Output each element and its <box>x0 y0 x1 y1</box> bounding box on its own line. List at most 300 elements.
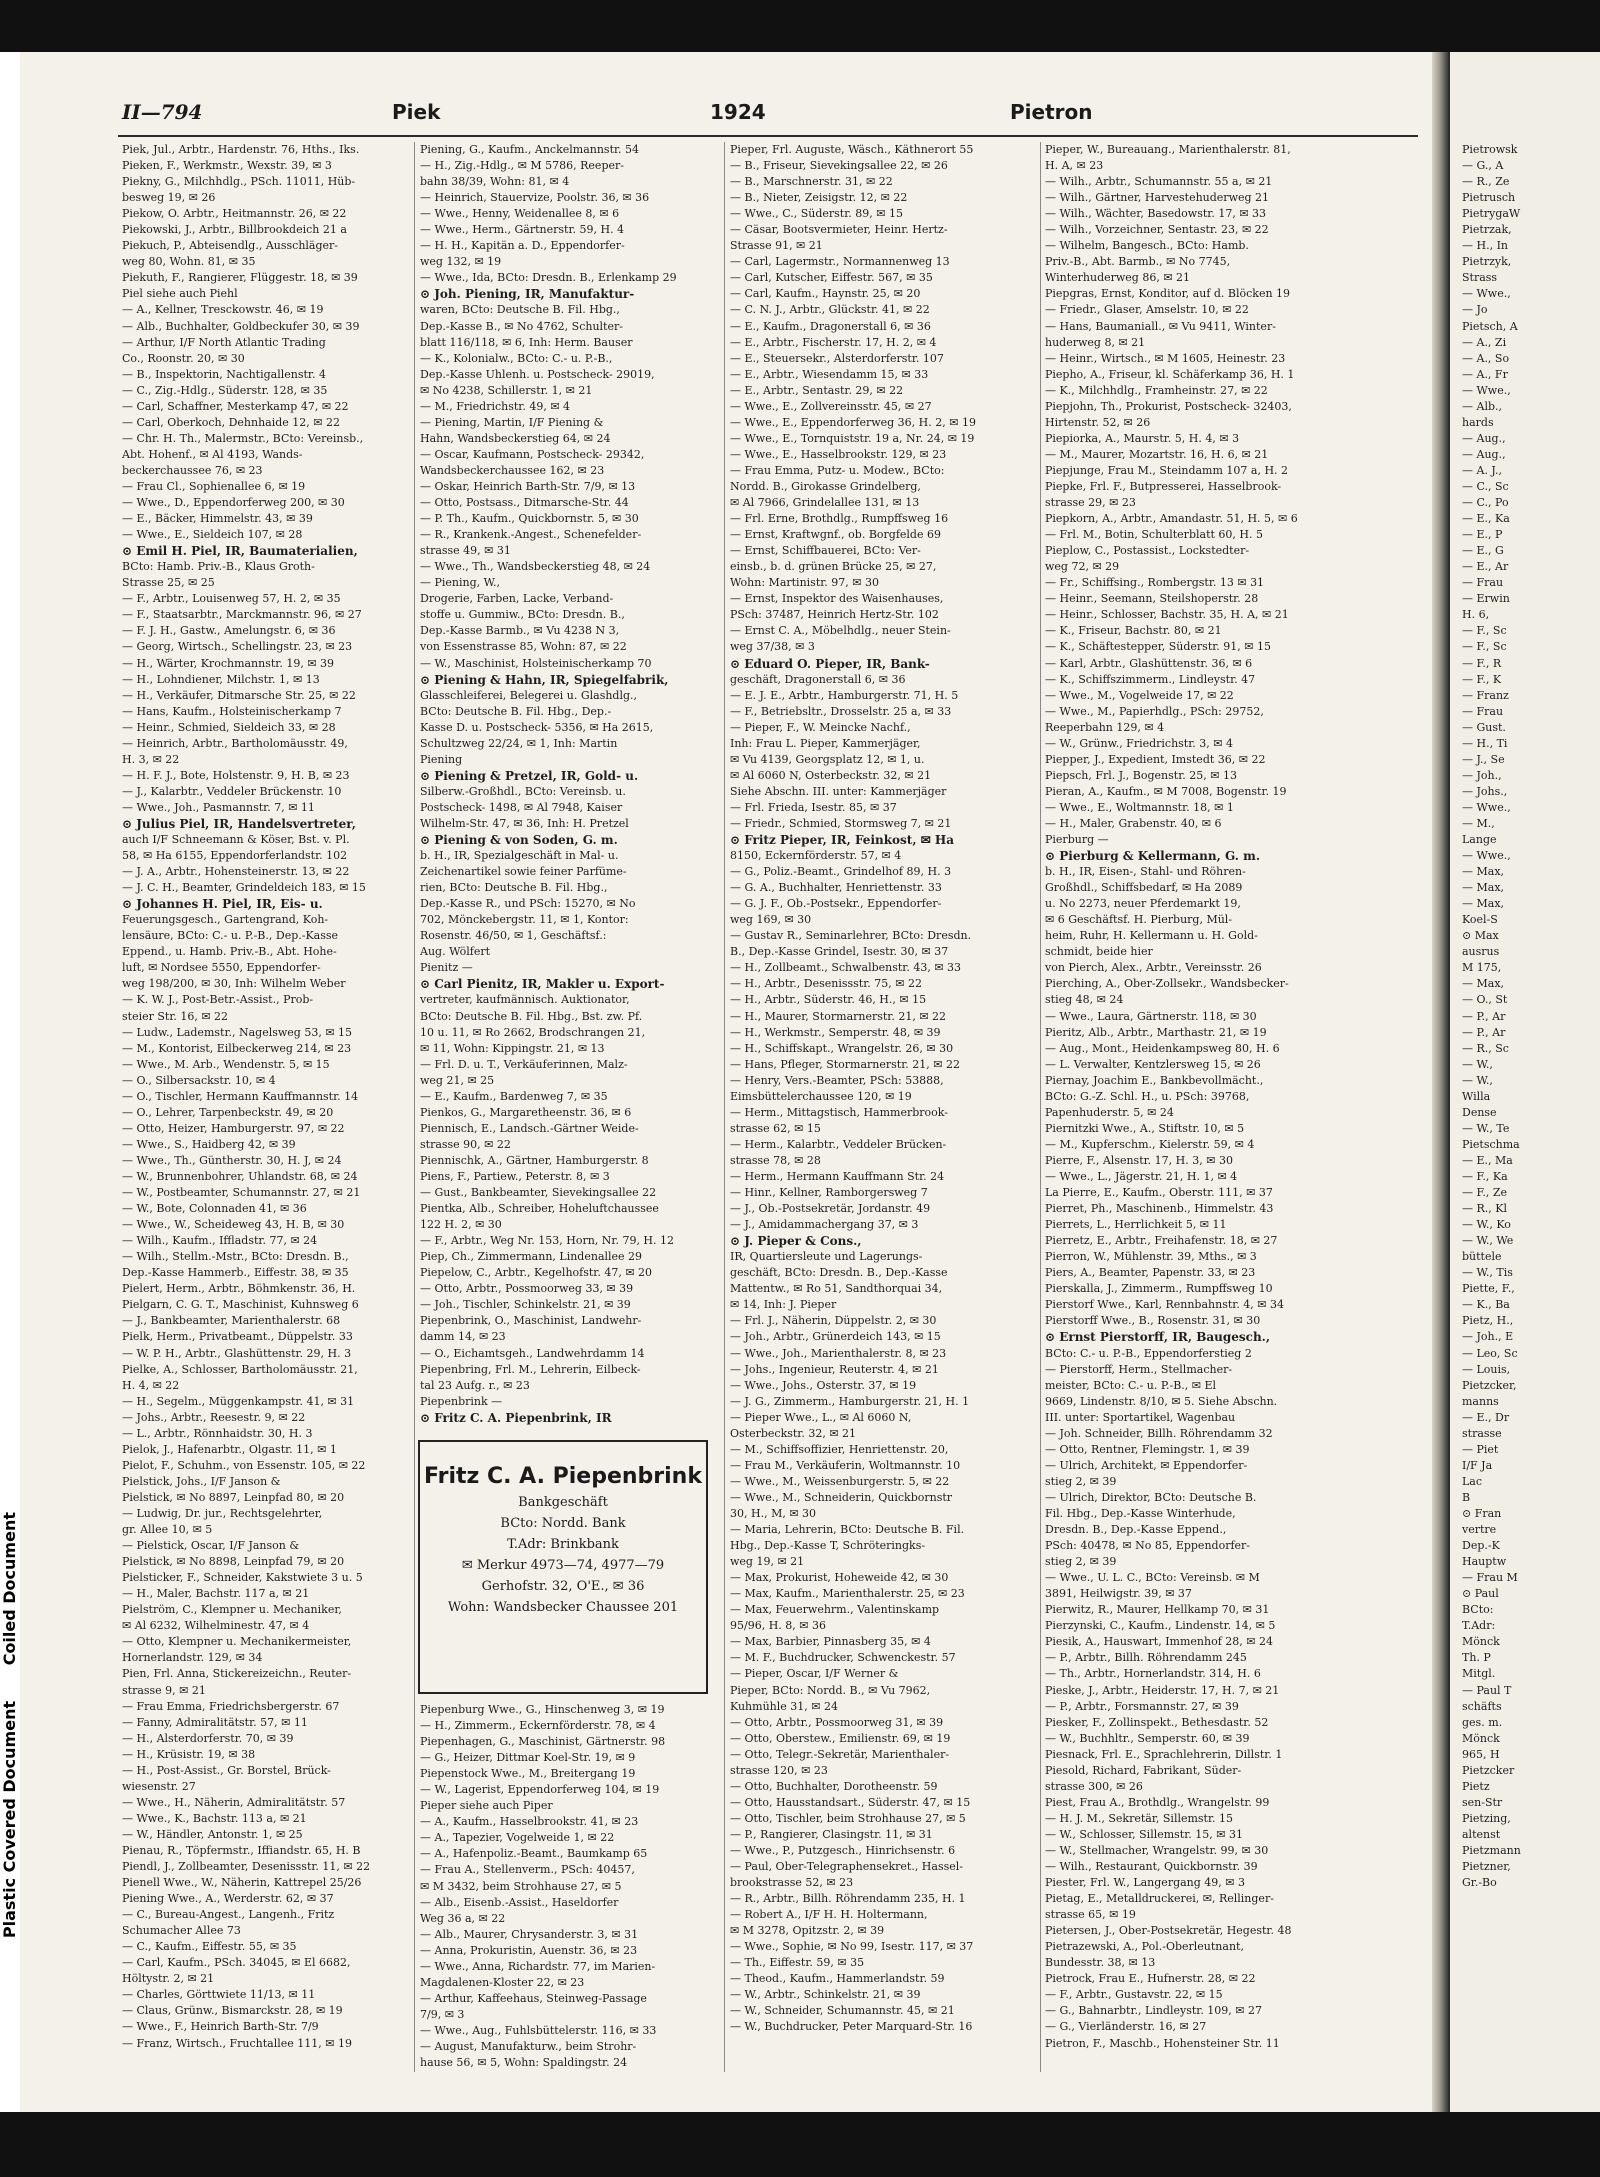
directory-entry: I/F Ja <box>1462 1458 1493 1472</box>
directory-entry: Pienau, R., Töpfermstr., Iffiandstr. 65, H. B <box>122 1843 361 1857</box>
directory-entry: Piel siehe auch Piehl <box>122 287 238 301</box>
directory-entry: Eimsbüttelerchaussee 120, ✉ 19 <box>730 1089 912 1103</box>
directory-entry: — Paul T <box>1462 1683 1512 1697</box>
directory-entry: BCto: C.- u. P.-B., Eppendorferstieg 2 <box>1045 1346 1252 1360</box>
directory-entry: — H., Krüsistr. 19, ✉ 38 <box>122 1747 256 1761</box>
directory-entry: Dep.-Kasse Uhlenh. u. Postscheck- 29019, <box>420 367 655 381</box>
directory-entry: BCto: G.-Z. Schl. H., u. PSch: 39768, <box>1045 1089 1250 1103</box>
directory-entry: — Wwe., Johs., Osterstr. 37, ✉ 19 <box>730 1378 917 1392</box>
directory-entry: Dep.-Kasse R., und PSch: 15270, ✉ No <box>420 897 636 911</box>
directory-entry: Mitgl. <box>1462 1667 1496 1681</box>
directory-entry: — J. C. H., Beamter, Grindeldeich 183, ✉ 15 <box>122 881 366 895</box>
directory-entry: — Heinr., Schlosser, Bachstr. 35, H. A, ✉ 21 <box>1045 608 1289 622</box>
directory-entry: — W., Arbtr., Schinkelstr. 21, ✉ 39 <box>730 1988 921 2002</box>
directory-entry: Co., Roonstr. 20, ✉ 30 <box>122 351 245 365</box>
ad-title: Fritz C. A. Piepenbrink <box>424 1464 702 1489</box>
directory-entry: Kuhmühle 31, ✉ 24 <box>730 1699 838 1713</box>
directory-entry: — Otto, Heizer, Hamburgerstr. 97, ✉ 22 <box>122 1121 345 1135</box>
directory-entry: — O., Eichamtsgeh., Landwehrdamm 14 <box>420 1346 645 1360</box>
directory-entry: — Wwe., E., Woltmannstr. 18, ✉ 1 <box>1045 800 1234 814</box>
directory-entry: b. H., IR, Eisen-, Stahl- und Röhren- <box>1045 865 1246 879</box>
directory-entry: — W., Ko <box>1462 1218 1511 1232</box>
directory-entry: Pierron, W., Mühlenstr. 39, Mths., ✉ 3 <box>1045 1250 1257 1264</box>
right-page-column <box>1462 142 1598 2102</box>
directory-entry: büttele <box>1462 1250 1502 1264</box>
directory-entry: wiesenstr. 27 <box>122 1779 196 1793</box>
directory-entry: — Wwe., Sophie, ✉ No 99, Isestr. 117, ✉ 37 <box>730 1940 974 1954</box>
directory-entry: b. H., IR, Spezialgeschäft in Mal- u. <box>420 849 619 863</box>
directory-entry: 10 u. 11, ✉ Ro 2662, Brodschrangen 21, <box>420 1025 646 1039</box>
directory-entry: Pielot, F., Schuhm., von Essenstr. 105, ✉ 22 <box>122 1458 366 1472</box>
directory-entry: — E., Arbtr., Wiesendamm 15, ✉ 33 <box>730 367 929 381</box>
directory-entry: — Pielstick, Oscar, I/F Janson & <box>122 1539 300 1553</box>
directory-entry: BCto: <box>1462 1603 1494 1617</box>
directory-entry: — W., We <box>1462 1234 1514 1248</box>
directory-entry: — Otto, Arbtr., Possmoorweg 31, ✉ 39 <box>730 1715 944 1729</box>
directory-entry: Pieritz, Alb., Arbtr., Marthastr. 21, ✉ 19 <box>1045 1025 1267 1039</box>
directory-entry: — H., Maler, Bachstr. 117 a, ✉ 21 <box>122 1587 310 1601</box>
directory-entry: ✉ Vu 4139, Georgsplatz 12, ✉ 1, u. <box>730 752 925 766</box>
directory-entry: — Alb., Buchhalter, Goldbeckufer 30, ✉ 39 <box>122 319 360 333</box>
directory-entry: luft, ✉ Nordsee 5550, Eppendorfer- <box>122 961 321 975</box>
directory-entry: — Ernst C. A., Möbelhdlg., neuer Stein- <box>730 624 951 638</box>
directory-entry: — Frl. D. u. T., Verkäuferinnen, Malz- <box>420 1057 628 1071</box>
directory-entry: — Joh., <box>1462 768 1502 782</box>
directory-entry: — F., Sc <box>1462 640 1507 654</box>
directory-entry: BCto: Deutsche B. Fil. Hbg., Dep.- <box>420 704 612 718</box>
directory-entry: Strasse 25, ✉ 25 <box>122 576 215 590</box>
directory-entry: — K., Kolonialw., BCto: C.- u. P.-B., <box>420 351 613 365</box>
directory-entry: ✉ M 3278, Opitzstr. 2, ✉ 39 <box>730 1924 885 1938</box>
directory-entry: Pielstick, ✉ No 8897, Leinpfad 80, ✉ 20 <box>122 1490 345 1504</box>
directory-entry: Osterbeckstr. 32, ✉ 21 <box>730 1426 857 1440</box>
directory-entry: Pienkos, G., Margaretheenstr. 36, ✉ 6 <box>420 1105 632 1119</box>
directory-entry: Piesold, Richard, Fabrikant, Süder- <box>1045 1763 1242 1777</box>
directory-entry: — Carl, Lagermstr., Normannenweg 13 <box>730 255 950 269</box>
directory-entry: — Ludwig, Dr. jur., Rechtsgelehrter, <box>122 1506 323 1520</box>
directory-entry: — G., Bahnarbtr., Lindleystr. 109, ✉ 27 <box>1045 2004 1263 2018</box>
directory-entry: vertreter, kaufmännisch. Auktionator, <box>420 993 630 1007</box>
directory-entry: III. unter: Sportartikel, Wagenbau <box>1045 1410 1236 1424</box>
directory-entry: Piepelow, C., Arbtr., Kegelhofstr. 47, ✉ 20 <box>420 1266 653 1280</box>
directory-entry: — K., Schäftestepper, Süderstr. 91, ✉ 15 <box>1045 640 1271 654</box>
directory-entry: — C., Sc <box>1462 479 1509 493</box>
directory-entry: — Friedr., Schmied, Stormsweg 7, ✉ 21 <box>730 816 952 830</box>
directory-entry: Feuerungsgesch., Gartengrand, Koh- <box>122 913 329 927</box>
directory-entry: Pietrusch <box>1462 191 1516 205</box>
directory-entry: — Piening, W., <box>420 576 501 590</box>
directory-entry: — H., Zollbeamt., Schwalbenstr. 43, ✉ 33 <box>730 961 962 975</box>
directory-entry: — E., Arbtr., Fischerstr. 17, H. 2, ✉ 4 <box>730 335 937 349</box>
directory-entry: Pieper, W., Bureauang., Marienthalerstr. 81, <box>1045 143 1291 156</box>
directory-entry: — Johs., <box>1462 784 1508 798</box>
directory-entry: Piepkorn, A., Arbtr., Amandastr. 51, H. 5, ✉ 6 <box>1045 512 1298 526</box>
directory-entry: — Gust., Bankbeamter, Sievekingsallee 22 <box>420 1186 657 1200</box>
directory-entry: — Wwe., L., Jägerstr. 21, H. 1, ✉ 4 <box>1045 1170 1238 1183</box>
directory-entry: Piesnack, Frl. E., Sprachlehrerin, Dillstr. 1 <box>1045 1747 1283 1761</box>
directory-entry: — P., Arbtr., Billh. Röhrendamm 245 <box>1045 1651 1247 1665</box>
directory-entry: Pieken, F., Werkmstr., Wexstr. 39, ✉ 3 <box>122 159 332 173</box>
directory-entry: ⊙ Piening & Hahn, IR, Spiegelfabrik, <box>420 672 669 687</box>
directory-entry: — Frl. J., Näherin, Düppelstr. 2, ✉ 30 <box>730 1314 937 1328</box>
directory-entry: ✉ 6 Geschäftsf. H. Pierburg, Mül- <box>1045 913 1233 927</box>
directory-entry: B <box>1462 1490 1471 1504</box>
directory-entry: — Wwe., E., Sieldeich 107, ✉ 28 <box>122 528 303 542</box>
directory-entry: stieg 48, ✉ 24 <box>1045 993 1124 1007</box>
directory-entry: 965, H <box>1462 1747 1500 1761</box>
directory-entry: Piepper, J., Expedient, Imstedt 36, ✉ 22 <box>1045 752 1266 766</box>
directory-entry: ⊙ Paul <box>1462 1587 1499 1601</box>
directory-entry: Hornerlandstr. 129, ✉ 34 <box>122 1651 263 1665</box>
directory-entry: — E., Dr <box>1462 1410 1510 1424</box>
directory-entry: Piening <box>420 752 463 766</box>
directory-entry: — W., <box>1462 1073 1493 1087</box>
directory-entry: Piepenbrink — <box>420 1394 503 1408</box>
directory-entry: 7/9, ✉ 3 <box>420 2007 465 2021</box>
directory-entry: — Wwe., P., Putzgesch., Hinrichsenstr. 6 <box>730 1843 956 1857</box>
directory-entry: Piepenburg Wwe., G., Hinschenweg 3, ✉ 19 <box>420 1703 665 1716</box>
directory-entry: Schumacher Allee 73 <box>122 1924 241 1938</box>
directory-entry: Pietrzyk, <box>1462 255 1512 269</box>
directory-entry: Piek, Jul., Arbtr., Hardenstr. 76, Hths., Iks. <box>122 143 360 156</box>
directory-entry: Glasschleiferei, Belegerei u. Glashdlg., <box>420 688 638 702</box>
directory-entry: — Franz, Wirtsch., Fruchtallee 111, ✉ 19 <box>122 2036 352 2050</box>
directory-entry: — W., Schlosser, Sillemstr. 15, ✉ 31 <box>1045 1827 1243 1841</box>
directory-entry: Pierskalla, J., Zimmerm., Rumpffsweg 10 <box>1045 1282 1273 1296</box>
directory-entry: — Otto, Arbtr., Possmoorweg 33, ✉ 39 <box>420 1282 634 1296</box>
directory-entry: bahn 38/39, Wohn: 81, ✉ 4 <box>420 175 570 189</box>
directory-entry: — J., Amidammachergang 37, ✉ 3 <box>730 1218 919 1232</box>
column-divider <box>1040 142 1041 2072</box>
directory-entry: Pietsch, A <box>1462 319 1518 333</box>
directory-entry: — H., Maler, Grabenstr. 40, ✉ 6 <box>1045 816 1222 830</box>
directory-entry: — O., St <box>1462 993 1508 1007</box>
directory-entry: Pietz <box>1462 1779 1490 1793</box>
column-divider <box>414 142 415 2072</box>
directory-entry: ⊙ Joh. Piening, IR, Manufaktur- <box>420 287 635 302</box>
directory-entry: — Arthur, I/F North Atlantic Trading <box>122 335 326 349</box>
ad-line: ✉ Merkur 4973—74, 4977—79 <box>461 1558 665 1573</box>
directory-entry: — F., K <box>1462 672 1502 686</box>
directory-entry: — G. A., Buchhalter, Henriettenstr. 33 <box>730 881 942 895</box>
directory-entry: — H., Lohndiener, Milchstr. 1, ✉ 13 <box>122 672 320 686</box>
directory-entry: — Wwe., Th., Wandsbeckerstieg 48, ✉ 24 <box>420 560 651 574</box>
directory-entry: Pien, Frl. Anna, Stickereizeichn., Reuter- <box>122 1667 352 1681</box>
page-header <box>122 100 1422 134</box>
directory-entry: Pienell Wwe., W., Näherin, Kattrepel 25/26 <box>122 1876 362 1890</box>
directory-entry: — Wwe., Laura, Gärtnerstr. 118, ✉ 30 <box>1045 1009 1257 1023</box>
directory-entry: weg 80, Wohn. 81, ✉ 35 <box>122 255 256 269</box>
directory-entry: Piepke, Frl. F., Butpresserei, Hasselbrook- <box>1045 479 1282 493</box>
directory-entry: 702, Mönckebergstr. 11, ✉ 1, Kontor: <box>420 913 629 927</box>
directory-entry: stoffe u. Gummiw., BCto: Dresdn. B., <box>420 608 625 622</box>
directory-entry: strasse 9, ✉ 21 <box>122 1683 206 1697</box>
directory-entry: Papenhuderstr. 5, ✉ 24 <box>1045 1105 1174 1119</box>
directory-entry: — R., Krankenk.-Angest., Schenefelder- <box>420 528 642 542</box>
directory-entry: PSch: 37487, Heinrich Hertz-Str. 102 <box>730 608 939 622</box>
directory-entry: — Karl, Arbtr., Glashüttenstr. 36, ✉ 6 <box>1045 656 1253 670</box>
directory-entry: Pienitz — <box>420 961 473 975</box>
directory-entry: strasse 300, ✉ 26 <box>1045 1779 1143 1793</box>
directory-entry: — W. P. H., Arbtr., Glashüttenstr. 29, H. 3 <box>122 1346 352 1360</box>
directory-entry: PietrygaW <box>1462 207 1521 221</box>
directory-entry: von Pierch, Alex., Arbtr., Vereinsstr. 26 <box>1045 961 1262 975</box>
directory-entry: Willa <box>1462 1089 1491 1103</box>
directory-entry: — Otto, Buchhalter, Dorotheenstr. 59 <box>730 1779 938 1793</box>
directory-entry: ⊙ Ernst Pierstorff, IR, Baugesch., <box>1045 1330 1271 1345</box>
directory-entry: Piepgras, Ernst, Konditor, auf d. Blöcken 19 <box>1045 287 1291 301</box>
directory-entry: — Wwe., Herm., Gärtnerstr. 59, H. 4 <box>420 223 625 237</box>
directory-entry: — J., Ob.-Postsekretär, Jordanstr. 49 <box>730 1202 931 1216</box>
directory-entry: Wohn: Martinistr. 97, ✉ 30 <box>730 576 879 590</box>
directory-entry: ✉ Al 6060 N, Osterbeckstr. 32, ✉ 21 <box>730 768 932 782</box>
directory-entry: — Maria, Lehrerin, BCto: Deutsche B. Fil. <box>730 1523 965 1537</box>
directory-entry: manns <box>1462 1394 1499 1408</box>
directory-entry: Schultzweg 22/24, ✉ 1, Inh: Martin <box>420 736 618 750</box>
directory-entry: ✉ No 4238, Schillerstr. 1, ✉ 21 <box>420 383 593 397</box>
directory-entry: Pielström, C., Klempner u. Mechaniker, <box>122 1603 342 1617</box>
directory-entry: — H., Maurer, Stormarnerstr. 21, ✉ 22 <box>730 1009 947 1023</box>
directory-entry: — Hinr., Kellner, Ramborgersweg 7 <box>730 1186 928 1200</box>
directory-entry: — H., Zig.-Hdlg., ✉ M 5786, Reeper- <box>420 159 624 173</box>
directory-entry: — E., Ma <box>1462 1153 1513 1167</box>
directory-entry: Pierburg — <box>1045 833 1109 847</box>
directory-entry: — Frau M., Verkäuferin, Woltmannstr. 10 <box>730 1458 961 1472</box>
directory-entry: gr. Allee 10, ✉ 5 <box>122 1523 213 1537</box>
directory-entry: Rosenstr. 46/50, ✉ 1, Geschäftsf.: <box>420 929 607 943</box>
side-label-text-2: Coiled Document <box>0 1512 19 1666</box>
directory-entry: — Frau M <box>1462 1571 1518 1585</box>
directory-entry: — Fr., Schiffsing., Rombergstr. 13 ✉ 31 <box>1045 576 1265 590</box>
directory-entry: — Gustav R., Seminarlehrer, BCto: Dresdn. <box>730 929 972 943</box>
directory-entry: — P., Ar <box>1462 1025 1506 1039</box>
directory-entry: stieg 2, ✉ 39 <box>1045 1474 1117 1488</box>
directory-entry: — Otto, Klempner u. Mechanikermeister, <box>122 1635 352 1649</box>
directory-entry: Piepho, A., Friseur, kl. Schäferkamp 36, H. 1 <box>1045 367 1295 381</box>
header-left-word: Piek <box>392 100 441 124</box>
directory-entry: — W., Lagerist, Eppendorferweg 104, ✉ 19 <box>420 1783 660 1797</box>
directory-entry: — Wwe., C., Süderstr. 89, ✉ 15 <box>730 207 903 221</box>
directory-entry: Piers, A., Beamter, Papenstr. 33, ✉ 23 <box>1045 1266 1256 1280</box>
directory-entry: — Heinrich, Stauervize, Poolstr. 36, ✉ 36 <box>420 191 650 205</box>
directory-entry: Pieske, J., Arbtr., Heiderstr. 17, H. 7, ✉ 21 <box>1045 1683 1280 1697</box>
directory-entry: — E., Ar <box>1462 560 1509 574</box>
directory-entry: geschäft, BCto: Dresdn. B., Dep.-Kasse <box>730 1266 948 1280</box>
directory-entry: Pieplow, C., Postassist., Lockstedter- <box>1045 544 1250 558</box>
directory-entry: — Chr. H. Th., Malermstr., BCto: Vereinsb., <box>122 431 364 445</box>
directory-entry: — Wwe., Ida, BCto: Dresdn. B., Erlenkamp 29 <box>420 271 677 285</box>
directory-entry: — G., Heizer, Dittmar Koel-Str. 19, ✉ 9 <box>420 1751 636 1765</box>
directory-entry: — Max, Barbier, Pinnasberg 35, ✉ 4 <box>730 1635 931 1649</box>
directory-entry: — J., Bankbeamter, Marienthalerstr. 68 <box>122 1314 341 1328</box>
directory-entry: Mattentw., ✉ Ro 51, Sandthorquai 34, <box>730 1282 943 1296</box>
directory-entry: — Ludw., Lademstr., Nagelsweg 53, ✉ 15 <box>122 1025 353 1039</box>
directory-entry: — C., Bureau-Angest., Langenh., Fritz <box>122 1908 335 1922</box>
directory-entry: Piekowski, J., Arbtr., Billbrookdeich 21 a <box>122 223 347 237</box>
directory-entry: Zeichenartikel sowie feiner Parfüme- <box>420 865 627 879</box>
directory-entry: — Carl, Kaufm., Haynstr. 25, ✉ 20 <box>730 287 921 301</box>
directory-entry: — Otto, Rentner, Flemingstr. 1, ✉ 39 <box>1045 1442 1250 1456</box>
directory-entry: — Carl, Oberkoch, Dehnhaide 12, ✉ 22 <box>122 415 341 429</box>
directory-entry: Mönck <box>1462 1731 1500 1745</box>
directory-entry: 9669, Lindenstr. 8/10, ✉ 5. Siehe Abschn. <box>1045 1394 1278 1408</box>
directory-entry: ✉ 14, Inh: J. Pieper <box>730 1298 837 1312</box>
directory-entry: — Wilh., Wächter, Basedowstr. 17, ✉ 33 <box>1045 207 1267 221</box>
directory-entry: von Essenstrasse 85, Wohn: 87, ✉ 22 <box>420 640 627 654</box>
directory-entry: Piendl, J., Zollbeamter, Desenissstr. 11, ✉ 22 <box>122 1860 371 1874</box>
directory-entry: Pielgarn, C. G. T., Maschinist, Kuhnsweg 6 <box>122 1298 359 1312</box>
directory-entry: — Wwe., M., Weissenburgerstr. 5, ✉ 22 <box>730 1474 950 1488</box>
directory-entry: — M., Maurer, Mozartstr. 16, H. 6, ✉ 21 <box>1045 447 1269 461</box>
directory-entry: strasse 90, ✉ 22 <box>420 1137 511 1151</box>
directory-entry: — H., Arbtr., Desenissstr. 75, ✉ 22 <box>730 977 922 991</box>
directory-entry: — H., Ti <box>1462 736 1508 750</box>
directory-entry: ⊙ Pierburg & Kellermann, G. m. <box>1045 849 1260 864</box>
directory-entry: — Wwe., M., Schneiderin, Quickbornstr <box>730 1490 953 1504</box>
directory-entry: — Wilh., Kaufm., Iffladstr. 77, ✉ 24 <box>122 1234 318 1248</box>
directory-entry: — Wwe., M. Arb., Wendenstr. 5, ✉ 15 <box>122 1057 330 1071</box>
directory-entry: — Carl, Kaufm., PSch. 34045, ✉ El 6682, <box>122 1956 351 1970</box>
directory-entry: brookstrasse 52, ✉ 23 <box>730 1876 854 1890</box>
ad-line: Gerhofstr. 32, O'E., ✉ 36 <box>481 1579 645 1594</box>
directory-entry: Siehe Abschn. III. unter: Kammerjäger <box>730 784 947 798</box>
directory-entry: — W., Postbeamter, Schumannstr. 27, ✉ 21 <box>122 1186 361 1200</box>
directory-entry: Piesik, A., Hauswart, Immenhof 28, ✉ 24 <box>1045 1635 1273 1649</box>
directory-entry: ⊙ Fritz C. A. Piepenbrink, IR <box>420 1410 612 1425</box>
directory-entry: heim, Ruhr, H. Kellermann u. H. Gold- <box>1045 929 1258 943</box>
directory-entry: blatt 116/118, ✉ 6, Inh: Herm. Bauser <box>420 335 633 349</box>
directory-entry: Abt. Hohenf., ✉ Al 4193, Wands- <box>122 447 303 461</box>
directory-entry: besweg 19, ✉ 26 <box>122 191 216 205</box>
directory-entry: — Otto, Telegr.-Sekretär, Marienthaler- <box>730 1747 950 1761</box>
column-3 <box>730 142 1040 2102</box>
directory-entry: — Alb., Eisenb.-Assist., Haseldorfer <box>420 1895 619 1909</box>
directory-entry: damm 14, ✉ 23 <box>420 1330 506 1344</box>
directory-entry: — Pieper Wwe., L., ✉ Al 6060 N, <box>730 1410 912 1424</box>
directory-entry: Pieper, BCto: Nordd. B., ✉ Vu 7962, <box>730 1683 931 1697</box>
directory-entry: Pietzing, <box>1462 1811 1511 1825</box>
directory-entry: — Frau Emma, Putz- u. Modew., BCto: <box>730 463 945 477</box>
directory-entry: — Heinr., Seemann, Steilshoperstr. 28 <box>1045 592 1259 606</box>
directory-entry: — Max, Kaufm., Marienthalerstr. 25, ✉ 23 <box>730 1587 965 1601</box>
directory-entry: — O., Lehrer, Tarpenbeckstr. 49, ✉ 20 <box>122 1105 334 1119</box>
directory-entry: — J. G., Zimmerm., Hamburgerstr. 21, H. 1 <box>730 1394 970 1408</box>
column-1 <box>122 142 432 2102</box>
directory-entry: — W., Händler, Antonstr. 1, ✉ 25 <box>122 1827 303 1841</box>
directory-entry: meister, BCto: C.- u. P.-B., ✉ El <box>1045 1378 1217 1392</box>
directory-entry: Pierstorff Wwe., B., Rosenstr. 31, ✉ 30 <box>1045 1314 1261 1328</box>
directory-entry: Piette, F., <box>1462 1282 1515 1296</box>
directory-entry: Pierstorf Wwe., Karl, Rennbahnstr. 4, ✉ 34 <box>1045 1298 1285 1312</box>
directory-entry: — E., Steuersekr., Alsterdorferstr. 107 <box>730 351 944 365</box>
directory-entry: — Anna, Prokuristin, Auenstr. 36, ✉ 23 <box>420 1943 638 1957</box>
directory-entry: H. 4, ✉ 22 <box>122 1378 180 1392</box>
directory-entry: — Alb., <box>1462 399 1502 413</box>
directory-entry: Pielstick, Johs., I/F Janson & <box>122 1474 281 1488</box>
directory-entry: — P., Arbtr., Forsmannstr. 27, ✉ 39 <box>1045 1699 1239 1713</box>
directory-entry: — Leo, Sc <box>1462 1346 1518 1360</box>
directory-entry: strasse 78, ✉ 28 <box>730 1153 821 1167</box>
directory-entry: — Aug., <box>1462 431 1506 445</box>
directory-entry: Pietzner, <box>1462 1860 1511 1874</box>
directory-entry: Piens, F., Partiew., Peterstr. 8, ✉ 3 <box>420 1170 610 1183</box>
directory-entry: Koel-S <box>1462 913 1498 927</box>
directory-entry: — Johs., Ingenieur, Reuterstr. 4, ✉ 21 <box>730 1362 939 1376</box>
directory-entry: — M., <box>1462 816 1495 830</box>
directory-entry: — Wwe., M., Papierhdlg., PSch: 29752, <box>1045 704 1264 718</box>
directory-entry: — R., Arbtr., Billh. Röhrendamm 235, H. 1 <box>730 1892 966 1906</box>
directory-entry: 58, ✉ Ha 6155, Eppendorferlandstr. 102 <box>122 849 348 863</box>
directory-entry: — H., Zimmerm., Eckernförderstr. 78, ✉ 4 <box>420 1719 656 1733</box>
directory-entry: — A., So <box>1462 351 1510 365</box>
directory-entry: — Franz <box>1462 688 1509 702</box>
directory-entry: ges. m. <box>1462 1715 1503 1729</box>
directory-entry: — E., G <box>1462 544 1504 558</box>
directory-entry: ✉ Al 6232, Wilhelminestr. 47, ✉ 4 <box>122 1619 310 1633</box>
directory-entry: Pietz, H., <box>1462 1314 1514 1328</box>
directory-entry: — J., Kalarbtr., Veddeler Brückenstr. 10 <box>122 784 342 798</box>
directory-entry: H. 6, <box>1462 608 1490 622</box>
directory-entry: — F., Betriebsltr., Drosselstr. 25 a, ✉ 33 <box>730 704 952 718</box>
directory-entry: — A. J., <box>1462 463 1502 477</box>
directory-entry: Dep.-Kasse B., ✉ No 4762, Schulter- <box>420 319 623 333</box>
directory-entry: — Wwe., E., Eppendorferweg 36, H. 2, ✉ 19 <box>730 415 976 429</box>
directory-entry: weg 169, ✉ 30 <box>730 913 812 927</box>
directory-entry: — C. N. J., Arbtr., Glückstr. 41, ✉ 22 <box>730 303 930 317</box>
directory-entry: rien, BCto: Deutsche B. Fil. Hbg., <box>420 881 608 895</box>
directory-entry: — Oscar, Kaufmann, Postscheck- 29342, <box>420 447 645 461</box>
directory-entry: — Joh., Tischler, Schinkelstr. 21, ✉ 39 <box>420 1298 631 1312</box>
directory-entry: — H. J. M., Sekretär, Sillemstr. 15 <box>1045 1811 1234 1825</box>
directory-entry: PSch: 40478, ✉ No 85, Eppendorfer- <box>1045 1539 1251 1553</box>
directory-entry: Pierret, Ph., Maschinenb., Himmelstr. 43 <box>1045 1202 1274 1216</box>
directory-entry: — Theod., Kaufm., Hammerlandstr. 59 <box>730 1972 945 1986</box>
directory-entry: hards <box>1462 415 1494 429</box>
directory-entry: 8150, Eckernförderstr. 57, ✉ 4 <box>730 849 902 863</box>
directory-entry: — Wwe., <box>1462 383 1511 397</box>
directory-entry: — Ernst, Inspektor des Waisenhauses, <box>730 592 944 606</box>
directory-entry: — M., Kupferschm., Kielerstr. 59, ✉ 4 <box>1045 1137 1255 1151</box>
directory-entry: Pierzynski, C., Kaufm., Lindenstr. 14, ✉ 5 <box>1045 1619 1276 1633</box>
directory-entry: Pielstick, ✉ No 8898, Leinpfad 79, ✉ 20 <box>122 1555 345 1569</box>
directory-entry: Piennisch, E., Landsch.-Gärtner Weide- <box>420 1121 639 1135</box>
directory-entry: — Jo <box>1462 303 1488 317</box>
directory-entry: Pietzcker, <box>1462 1378 1517 1392</box>
directory-entry: strasse 120, ✉ 23 <box>730 1763 828 1777</box>
directory-entry: — B., Nieter, Zeisigstr. 12, ✉ 22 <box>730 191 908 205</box>
directory-entry: Pietzcker <box>1462 1763 1515 1777</box>
directory-entry: — Th., Arbtr., Hornerlandstr. 314, H. 6 <box>1045 1667 1261 1681</box>
directory-entry: Pietrazewski, A., Pol.-Oberleutnant, <box>1045 1940 1244 1954</box>
directory-entry: — Herm., Mittagstisch, Hammerbrook- <box>730 1105 948 1119</box>
directory-entry: — K., Ba <box>1462 1298 1510 1312</box>
directory-entry: — Otto, Hausstandsart., Süderstr. 47, ✉ 15 <box>730 1795 971 1809</box>
directory-entry: Piekow, O. Arbtr., Heitmannstr. 26, ✉ 22 <box>122 207 347 221</box>
directory-entry: einsb., b. d. grünen Brücke 25, ✉ 27, <box>730 560 937 574</box>
directory-entry: 122 H. 2, ✉ 30 <box>420 1218 502 1232</box>
directory-entry: — W., Bote, Colonnaden 41, ✉ 36 <box>122 1202 307 1216</box>
directory-entry: — Frl. Frieda, Isestr. 85, ✉ 37 <box>730 800 897 814</box>
directory-entry: weg 132, ✉ 19 <box>420 255 502 269</box>
directory-entry: ausrus <box>1462 945 1500 959</box>
directory-entry: — Wwe., M., Vogelweide 17, ✉ 22 <box>1045 688 1234 702</box>
directory-entry: — Fanny, Admiralitätstr. 57, ✉ 11 <box>122 1715 308 1729</box>
directory-entry: — Wwe., Th., Güntherstr. 30, H. J, ✉ 24 <box>122 1153 342 1167</box>
directory-entry: — Joh., E <box>1462 1330 1514 1344</box>
directory-entry: — Oskar, Heinrich Barth-Str. 7/9, ✉ 13 <box>420 479 636 493</box>
directory-entry: Th. P <box>1462 1651 1491 1665</box>
directory-entry: — W., Buchhltr., Semperstr. 60, ✉ 39 <box>1045 1731 1250 1745</box>
